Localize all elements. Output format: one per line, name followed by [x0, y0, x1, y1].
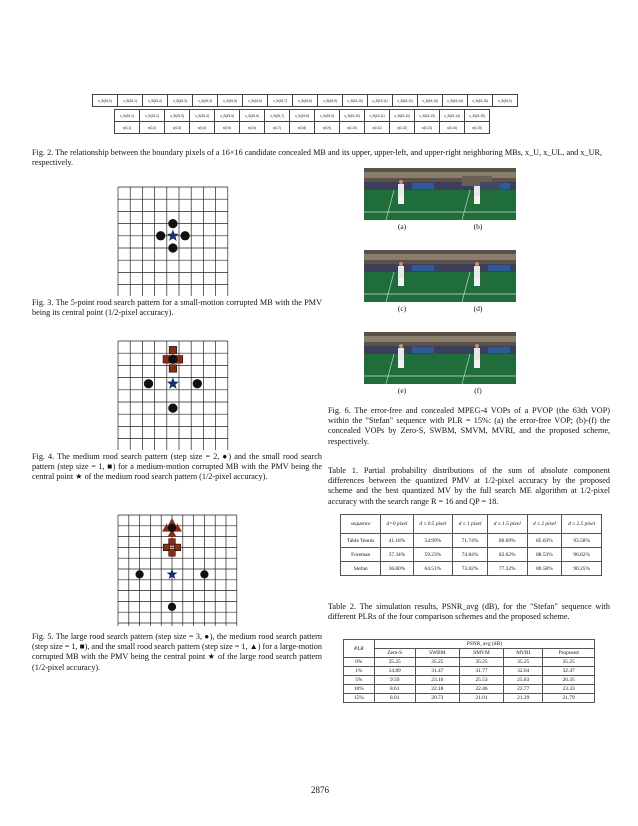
- table2-cell: 15%: [344, 694, 375, 703]
- pixel-cell: x_B(15,4): [193, 95, 218, 107]
- table1-cell: 54.99%: [413, 534, 453, 548]
- pixel-cell: x(0,8): [290, 122, 315, 134]
- table2-cell: 32.04: [504, 667, 543, 676]
- table2-header: MVRI: [504, 649, 543, 658]
- table1-header: d ≤ 0.5 pixel: [413, 515, 453, 534]
- table1-cell: 93.58%: [562, 534, 602, 548]
- pixel-cell: x_B(15,10): [343, 95, 368, 107]
- table1-cell: 80.69%: [487, 534, 527, 548]
- pixel-cell: x(0,4): [190, 122, 215, 134]
- pixel-cell: x(0,9): [315, 122, 340, 134]
- table2-cell: 21.01: [459, 694, 503, 703]
- frame-label: (f): [474, 386, 482, 395]
- table-row: [344, 658, 595, 667]
- table2-cell: 35.25: [459, 658, 503, 667]
- search-point-dot: [168, 403, 177, 412]
- table2-cell: 23.16: [415, 676, 459, 685]
- table1-cell: 64.51%: [413, 562, 453, 576]
- table2-cell: 0%: [344, 658, 375, 667]
- pixel-cell: x_B(15,8): [290, 110, 315, 122]
- search-point-dot: [193, 379, 202, 388]
- table-row: [344, 667, 595, 676]
- table2-cell: 25.53: [459, 676, 503, 685]
- table2-cell: 21.79: [543, 694, 595, 703]
- table1-cell: 80.58%: [527, 562, 562, 576]
- table2-cell: 23.33: [543, 685, 595, 694]
- table2-cell: 9.59: [374, 676, 415, 685]
- pixel-cell: x_B(15,1): [118, 95, 143, 107]
- pixel-cell: x_B(15,0): [93, 95, 118, 107]
- frame-label: (c): [397, 304, 407, 313]
- table1-cell: 73.02%: [453, 562, 488, 576]
- pixel-cell: x_B(15,12): [390, 110, 415, 122]
- pixel-cell: x_B(15,8): [293, 95, 318, 107]
- pixel-cell: x_B(15,6): [243, 95, 268, 107]
- pixel-cell: x(0,2): [140, 122, 165, 134]
- frame-label: (a): [397, 222, 407, 231]
- table1-header: d ≤ 1 pixel: [453, 515, 488, 534]
- table1-header: d=0 pixel: [381, 515, 413, 534]
- pixel-cell: x(0,7): [265, 122, 290, 134]
- pixel-cell: x_B(15,6): [240, 110, 265, 122]
- table1-cell: 82.62%: [487, 548, 527, 562]
- table-row: [341, 548, 602, 562]
- table2-cell: 35.25: [415, 658, 459, 667]
- table1-cell: 88.53%: [527, 548, 562, 562]
- table2-cell: 32.47: [543, 667, 595, 676]
- table1-cell: 41.18%: [381, 534, 413, 548]
- pixel-cell: x_B(15,11): [365, 110, 390, 122]
- table2-cell: 31.77: [459, 667, 503, 676]
- video-frame: [364, 332, 440, 384]
- fig2-caption: Fig. 2. The relationship between the boundary pixels of a 16×16 candidate concealed MB and its upper, upper-left, and upper-right neighboring MBs, x_U, x_UL, and x_UR, respectively.: [32, 148, 602, 168]
- table2-cell: 22.46: [459, 685, 503, 694]
- pixel-cell: x_B(15,9): [318, 95, 343, 107]
- pixel-cell: x_B(15,5): [215, 110, 240, 122]
- table2-cell: 1%: [344, 667, 375, 676]
- table1-cell: 85.63%: [527, 534, 562, 548]
- video-frame: [440, 168, 516, 220]
- video-frame: [440, 332, 516, 384]
- table2-header: Zero-S: [374, 649, 415, 658]
- fig6-caption: Fig. 6. The error-free and concealed MPEG-4 VOPs of a PVOP (the 63th VOP) within the "Stefan" sequence with PLR = 15%: (a) the error-free VOP; (b)-(f) the concealed VOPs by Zero-S, SWBM, SMVM, MVRI, and the proposed scheme, respectively.: [328, 406, 610, 446]
- pixel-cell: x_B(15,9): [315, 110, 340, 122]
- fig2-table: [92, 94, 518, 134]
- table1-cell: 90.25%: [562, 562, 602, 576]
- pixel-cell: x(0,5): [215, 122, 240, 134]
- table2-cell: 35.25: [543, 658, 595, 667]
- pixel-cell: x_B(15,3): [168, 95, 193, 107]
- table1-cell: 36.80%: [381, 562, 413, 576]
- frame-label: (d): [473, 304, 483, 313]
- fig4-grid: [117, 340, 235, 450]
- table2-cell: 14.89: [374, 667, 415, 676]
- pixel-cell: x(0,1): [115, 122, 140, 134]
- table2-cell: 8.01: [374, 694, 415, 703]
- search-point-dot: [168, 219, 177, 228]
- table2: [343, 639, 595, 703]
- table1-cell: 37.34%: [381, 548, 413, 562]
- table2-cell: 22.77: [504, 685, 543, 694]
- search-point-dot: [135, 570, 143, 578]
- pixel-cell: x_B(15,15): [468, 95, 493, 107]
- table-row: [341, 562, 602, 576]
- table1-header: d ≤ 1.5 pixel: [487, 515, 527, 534]
- pixel-cell: x_B(15,15): [465, 110, 490, 122]
- table2-caption: Table 2. The simulation results, PSNR_avg (dB), for the "Stefan" sequence with different PLRs of the four comparison schemes and the proposed scheme.: [328, 602, 610, 622]
- frame-label: (b): [473, 222, 483, 231]
- fig4-caption: Fig. 4. The medium rood search pattern (step size = 2, ●) and the small rood search pattern (step size = 1, ■) for a medium-motion corrupted MB with the PMV being the central point ★ of the medium rood search pattern (1/2-pixel accuracy).: [32, 452, 322, 482]
- pixel-cell: x_B(15,12): [393, 95, 418, 107]
- table1-header: d ≤ 2.5 pixel: [562, 515, 602, 534]
- table2-header: Proposed: [543, 649, 595, 658]
- pixel-cell: x_B(15,13): [418, 95, 443, 107]
- table1-cell: 77.32%: [487, 562, 527, 576]
- pixel-cell: x_B(15,1): [115, 110, 140, 122]
- pixel-cell: x(0,13): [415, 122, 440, 134]
- pmv-center-star: [167, 377, 179, 388]
- search-point-dot: [168, 355, 177, 364]
- table2-cell: 35.25: [504, 658, 543, 667]
- table1-cell: 59.23%: [413, 548, 453, 562]
- table2-cell: 21.29: [504, 694, 543, 703]
- pixel-cell: x_B(15,3): [165, 110, 190, 122]
- table2-plr-header: PLR: [344, 640, 375, 658]
- pixel-cell: x(0,3): [165, 122, 190, 134]
- video-frame: [364, 168, 440, 220]
- search-point-dot: [144, 379, 153, 388]
- pixel-cell: x_B(15,5): [218, 95, 243, 107]
- pixel-cell: x_B(15,2): [140, 110, 165, 122]
- fig3-caption: Fig. 3. The 5-point rood search pattern for a small-motion corrupted MB with the PMV being its central point (1/2-pixel accuracy).: [32, 298, 322, 318]
- table1-cell: Foreman: [341, 548, 381, 562]
- pixel-cell: x(0,14): [440, 122, 465, 134]
- pixel-cell: x_B(15,2): [143, 95, 168, 107]
- table-row: [341, 534, 602, 548]
- search-point-square: [169, 549, 176, 556]
- search-point-dot: [156, 231, 165, 240]
- fig3-grid: [117, 186, 235, 296]
- table1-header: d ≤ 2 pixel: [527, 515, 562, 534]
- page-number: 2876: [311, 785, 329, 795]
- table2-cell: 22.18: [415, 685, 459, 694]
- table2-cell: 5%: [344, 676, 375, 685]
- table2-cell: 8.61: [374, 685, 415, 694]
- table2-header: SMVM: [459, 649, 503, 658]
- pixel-cell: x(0,10): [340, 122, 365, 134]
- pixel-cell: x_B(15,4): [190, 110, 215, 122]
- table1: [340, 514, 602, 576]
- pixel-cell: x_B(15,14): [440, 110, 465, 122]
- table2-cell: 25.83: [504, 676, 543, 685]
- table2-group-header: PSNR_avg (dB): [374, 640, 594, 649]
- search-point-square: [169, 365, 177, 373]
- table-row: [344, 676, 595, 685]
- table1-caption: Table 1. Partial probability distributions of the sum of absolute component differences between the quantized PMV at 1/2-pixel accuracy by the proposed scheme and the best quantized MV by the full search ME algorithm at 1/2-pixel accuracy with the search range R = 16 and QP = 18.: [328, 466, 610, 506]
- table1-cell: Table Tennis: [341, 534, 381, 548]
- table2-cell: 35.25: [374, 658, 415, 667]
- table2-cell: 10%: [344, 685, 375, 694]
- pixel-cell: x_B(15,7): [268, 95, 293, 107]
- search-point-dot: [200, 570, 208, 578]
- table1-cell: 74.84%: [453, 548, 488, 562]
- search-point-dot: [168, 524, 176, 532]
- pixel-cell: x(0,6): [240, 122, 265, 134]
- table1-header: sequence: [341, 515, 381, 534]
- pixel-cell: x_B(15,10): [340, 110, 365, 122]
- pixel-cell: x_B(15,11): [368, 95, 393, 107]
- pixel-cell: x_B(15,14): [443, 95, 468, 107]
- table-row: [344, 685, 595, 694]
- pixel-cell: x_B(15,0): [493, 95, 518, 107]
- pmv-center-star: [167, 229, 179, 240]
- frame-label: (e): [397, 386, 407, 395]
- pixel-cell: x(0,15): [465, 122, 490, 134]
- table2-cell: 31.47: [415, 667, 459, 676]
- table-row: [344, 694, 595, 703]
- table2-header: SWBM: [415, 649, 459, 658]
- video-frame: [440, 250, 516, 302]
- fig5-grid: [117, 514, 239, 626]
- pixel-cell: x(0,12): [390, 122, 415, 134]
- pixel-cell: x_B(15,13): [415, 110, 440, 122]
- fig5-caption: Fig. 5. The large rood search pattern (step size = 3, ●), the medium rood search pattern (step size = 1, ■), and the small rood search pattern (step size = 1, ▲) for a large-motion corrupted MB with the PMV being the central point ★ of the large rood search pattern (1/2-pixel accuracy).: [32, 632, 322, 672]
- search-point-dot: [180, 231, 189, 240]
- search-point-dot: [168, 243, 177, 252]
- table1-cell: 71.74%: [453, 534, 488, 548]
- pixel-cell: x_B(15,7): [265, 110, 290, 122]
- search-point-dot: [168, 603, 176, 611]
- video-frame: [364, 250, 440, 302]
- table2-cell: 20.73: [415, 694, 459, 703]
- table1-cell: 96.62%: [562, 548, 602, 562]
- pixel-cell: x(0,11): [365, 122, 390, 134]
- table2-cell: 26.35: [543, 676, 595, 685]
- table1-cell: Stefan: [341, 562, 381, 576]
- search-point-square: [169, 346, 177, 354]
